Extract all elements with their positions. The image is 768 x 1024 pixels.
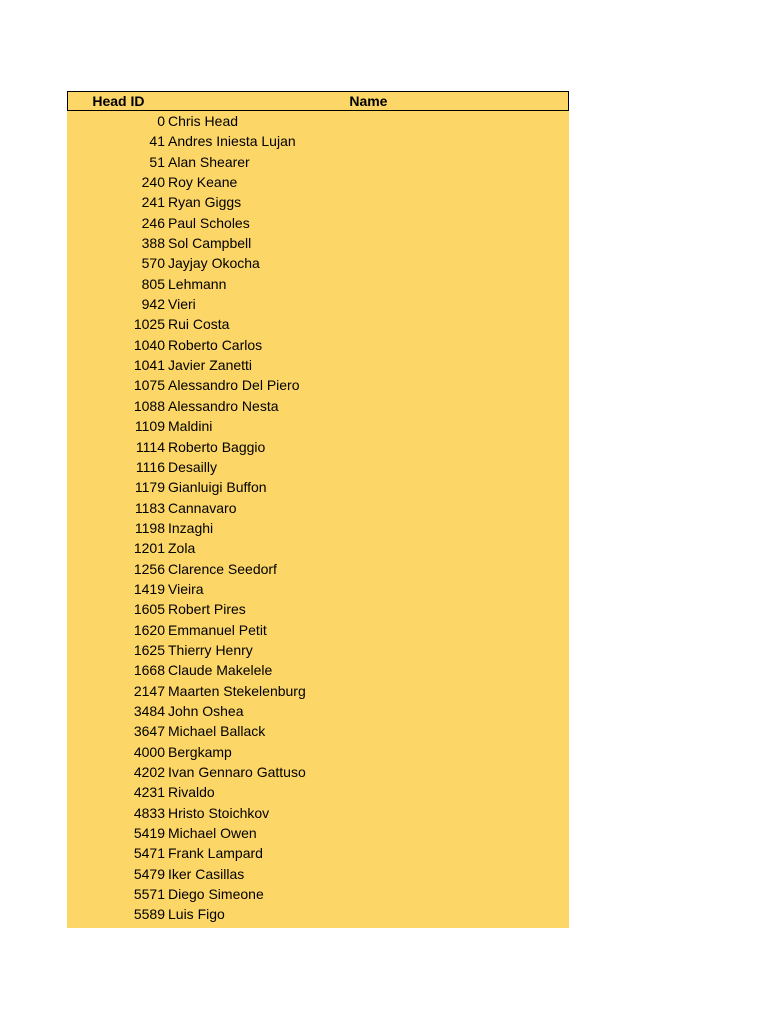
cell-head-id: 1201 [133,540,165,557]
table-row [67,498,569,518]
cell-head-id: 5479 [133,865,165,882]
cell-head-id: 5471 [133,845,165,862]
cell-name: Paul Scholes [168,214,250,231]
cell-head-id: 240 [141,174,165,191]
table-header [67,91,569,111]
table-row [67,437,569,457]
table-row [67,620,569,640]
cell-name: Vieri [168,296,196,313]
cell-name: Andres Iniesta Lujan [168,133,296,150]
table-row [67,640,569,660]
table-row [67,274,569,294]
cell-head-id: 4833 [133,804,165,821]
cell-name: Luis Figo [168,906,225,923]
cell-head-id: 4000 [133,743,165,760]
cell-head-id: 805 [141,275,165,292]
table-row [67,762,569,782]
cell-head-id: 1179 [134,479,165,496]
cell-head-id: 2147 [133,682,165,699]
cell-head-id: 1109 [134,418,165,435]
table-row [67,579,569,599]
table-row [67,192,569,212]
cell-head-id: 1041 [133,357,165,374]
table-row [67,864,569,884]
cell-name: Emmanuel Petit [168,621,267,638]
cell-head-id: 1114 [135,438,165,455]
table-row [67,518,569,538]
cell-head-id: 1620 [133,621,165,638]
cell-name: Lehmann [168,275,227,292]
table-row [67,457,569,477]
cell-head-id: 0 [157,113,165,129]
cell-name: Maarten Stekelenburg [168,682,306,699]
table-row [67,843,569,863]
cell-head-id: 1625 [133,641,165,658]
table-row [67,599,569,619]
cell-head-id: 3647 [133,723,165,740]
cell-name: Alan Shearer [168,153,250,170]
cell-name: Roy Keane [168,174,238,191]
cell-head-id: 1668 [133,662,165,679]
table-row [67,742,569,762]
table-row [67,314,569,334]
cell-name: Frank Lampard [168,845,263,862]
cell-name: Diego Simeone [168,886,264,903]
cell-name: Ryan Giggs [168,194,242,211]
cell-head-id: 1088 [133,397,165,414]
cell-head-id: 1419 [133,580,165,597]
cell-head-id: 1040 [133,336,165,353]
cell-head-id: 4202 [133,764,165,780]
cell-head-id: 1075 [133,377,165,394]
cell-head-id: 1198 [134,519,165,536]
table-row [67,111,569,131]
cell-head-id: 5571 [133,886,165,903]
cell-head-id: 241 [141,194,165,211]
cell-head-id: 5419 [133,825,165,842]
cell-name: Hristo Stoichkov [168,804,270,821]
cell-name: Chris Head [168,113,239,129]
cell-head-id: 3484 [133,702,165,719]
cell-head-id: 1256 [133,560,165,577]
cell-head-id: 51 [149,153,165,170]
cell-name: Roberto Baggio [168,438,266,455]
cell-name: Ivan Gennaro Gattuso [168,764,306,780]
table-row [67,660,569,680]
cell-head-id: 942 [141,296,165,313]
cell-head-id: 1025 [133,316,165,333]
table-row [67,335,569,355]
table-row [67,721,569,741]
table-row [67,823,569,843]
cell-name: Thierry Henry [168,641,253,658]
table-body [67,111,569,928]
cell-head-id: 41 [149,133,165,150]
cell-name: Jayjay Okocha [168,255,260,272]
table-row [67,884,569,904]
cell-name: Alessandro Del Piero [168,377,300,394]
table-row [67,253,569,273]
cell-name: Sol Campbell [168,235,252,252]
cell-name: John Oshea [168,702,244,719]
table-row [67,681,569,701]
table-row [67,559,569,579]
cell-name: Rui Costa [168,316,230,333]
cell-head-id: 246 [141,214,165,231]
cell-name: Cannavaro [168,499,237,516]
cell-name: Maldini [168,418,213,435]
cell-name: Rivaldo [168,784,215,801]
table-row [67,396,569,416]
table-row [67,375,569,395]
cell-name: Michael Ballack [168,723,266,740]
header-head-id: Head ID [92,93,145,109]
table-row [67,701,569,721]
cell-name: Javier Zanetti [168,357,253,374]
table-row [67,416,569,436]
table-row [67,294,569,314]
table-row [67,152,569,172]
cell-name: Iker Casillas [168,865,245,882]
table-row [67,233,569,253]
cell-name: Zola [168,540,196,557]
cell-head-id: 388 [141,235,165,252]
cell-name: Robert Pires [168,601,246,618]
cell-head-id: 4231 [133,784,165,801]
cell-head-id: 570 [141,255,165,272]
cell-name: Claude Makelele [168,662,273,679]
cell-name: Alessandro Nesta [168,397,279,414]
cell-name: Inzaghi [168,519,214,536]
head-id-table [67,91,569,928]
header-name: Name [349,93,388,109]
cell-name: Clarence Seedorf [168,560,277,577]
cell-name: Roberto Carlos [168,336,263,353]
cell-name: Vieira [168,580,204,597]
cell-head-id: 5589 [133,906,165,923]
table-row [67,477,569,497]
table-row [67,538,569,558]
table-row [67,131,569,151]
cell-name: Desailly [168,458,218,475]
cell-name: Bergkamp [168,743,232,760]
cell-head-id: 1605 [133,601,165,618]
table-row [67,803,569,823]
cell-name: Michael Owen [168,825,257,842]
table-row [67,172,569,192]
cell-head-id: 1116 [135,458,165,475]
table-row [67,355,569,375]
cell-name: Gianluigi Buffon [168,479,267,496]
cell-head-id: 1183 [134,499,165,516]
table-row [67,782,569,802]
table-row [67,213,569,233]
table-row [67,904,569,924]
